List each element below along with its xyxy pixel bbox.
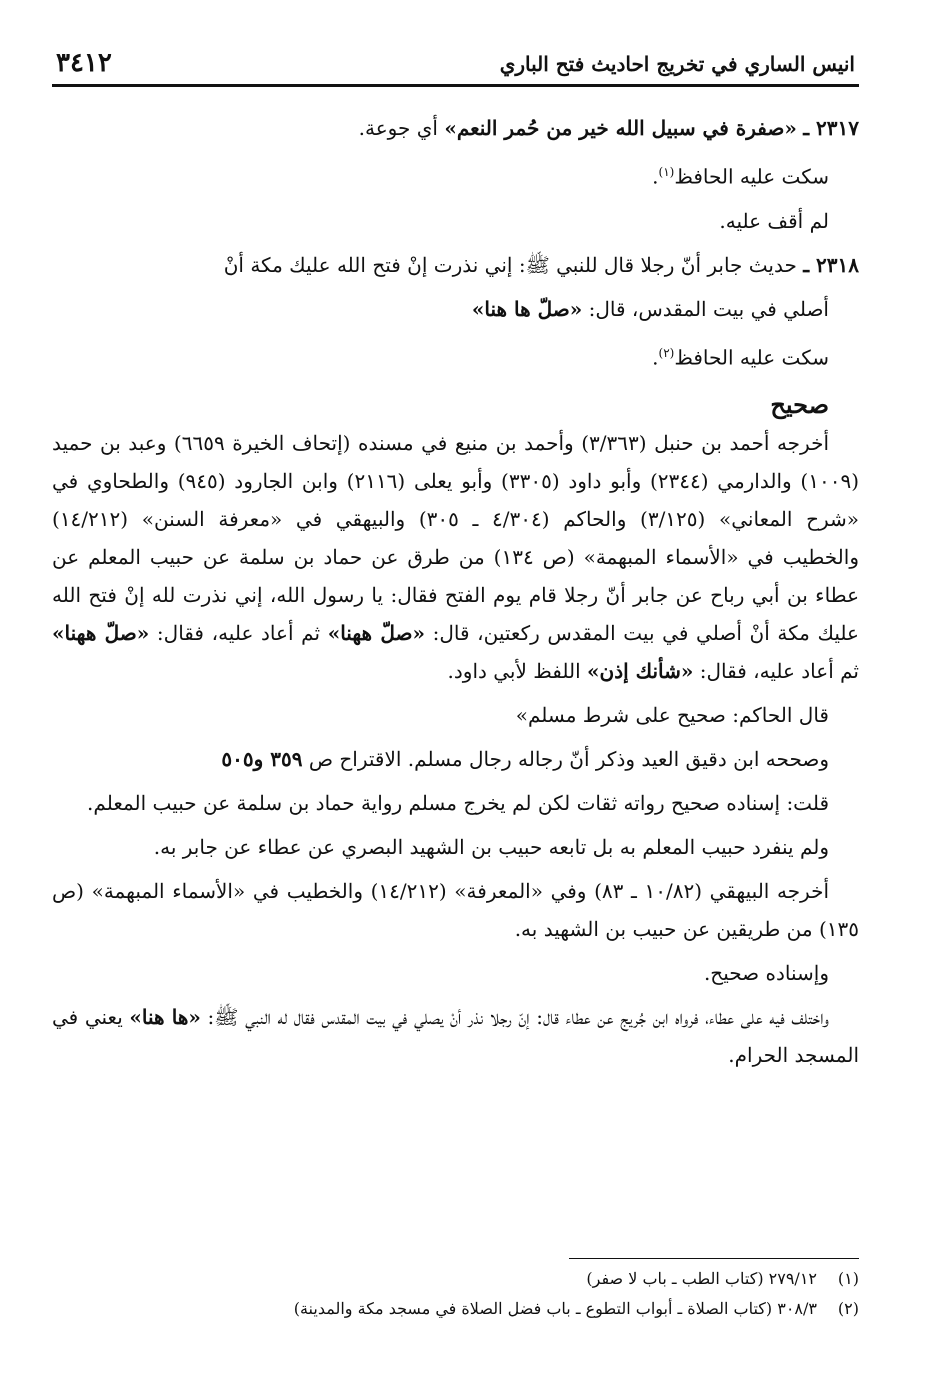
ibn-daqiq-note: وصححه ابن دقيق العيد وذكر أنّ رجاله رجال مسلم. الاقتراح ص ٣٥٩ و٥٠٥ — [221, 747, 829, 772]
disagreement-note: واختلف فيه على عطاء، فرواه ابن جُريج عن عطاء قال: إنّ رجلا نذر أنْ يصلي في بيت المقدس فقال له النبي ﷺ: «ها هنا» يعني في المسجد الحرام. — [52, 1005, 859, 1068]
silence-note: سكت عليه الحافظ$^{(٢)}$. — [652, 345, 829, 370]
footnote-ref: (٢) — [658, 345, 675, 360]
hadith-text-line1: حديث جابر أنّ رجلا قال للنبي ﷺ: إني نذرت إنْ فتح الله عليك مكة أنْ — [223, 252, 797, 277]
running-header — [52, 44, 859, 87]
hadith-number: ٢٣١٧ ـ — [803, 116, 859, 140]
footnote: (١)٢٧٩/١٢ (كتاب الطب ـ باب لا صفر) — [586, 1269, 859, 1288]
footnotes — [52, 1264, 859, 1324]
hadith-quote: «صفرة في سبيل الله خير من حُمر النعم» — [444, 116, 797, 140]
hadith-2317 — [52, 109, 859, 147]
bayhaqi-note: أخرجه البيهقي (١٠/٨٢ ـ ٨٣) وفي «المعرفة» (١٤/٢١٢) والخطيب في «الأسماء المبهمة» (ص ١٣٥) من طريقين عن حبيب بن الشهيد به. — [52, 879, 859, 942]
hadith-number: ٢٣١٨ ـ — [803, 252, 859, 277]
author-comment: قلت: إسناده صحيح رواته ثقات لكن لم يخرج مسلم رواية حماد بن سلمة عن حبيب المعلم. — [87, 791, 829, 816]
footnote-ref: (١) — [658, 165, 675, 179]
hadith-quote: «صلّ ها هنا» — [471, 296, 583, 321]
hadith-2318 — [52, 246, 859, 284]
hadith-text-line2: أصلي في بيت المقدس، قال: «صلّ ها هنا» — [471, 296, 829, 321]
footnote: (٢)٣٠٨/٣ (كتاب الصلاة ـ أبواب التطوع ـ باب فضل الصلاة في مسجد مكة والمدينة) — [293, 1299, 859, 1318]
follow-up-note: ولم ينفرد حبيب المعلم به بل تابعه حبيب بن الشهيد البصري عن عطاء عن جابر به. — [153, 835, 829, 860]
page-number: ٣٤١٢ — [56, 48, 112, 78]
silence-note: سكت عليه الحافظ$^{(١)}$. — [652, 164, 829, 189]
book-title: انيس الساري في تخريج احاديث فتح الباري — [499, 52, 855, 76]
hakim-note: قال الحاكم: صحيح على شرط مسلم» — [515, 703, 829, 728]
footnote-separator — [569, 1258, 859, 1259]
main-text — [52, 109, 859, 1074]
not-found-note: لم أقف عليه. — [719, 208, 829, 233]
isnad-grade: وإسناده صحيح. — [703, 961, 829, 986]
grade-heading: صحيح — [770, 390, 829, 420]
takhrij-paragraph: أخرجه أحمد بن حنبل (٣/٣٦٣) وأحمد بن منيع في مسنده (إتحاف الخيرة ٦٦٥٩) وعبد بن حميد (١٠٠٩) والدارمي (٢٣٤٤) وأبو داود (٣٣٠٥) وأبو يعلى (٢١١٦) وابن الجارود (٩٤٥) والطحاوي في «شرح المعاني» (٣/١٢٥) والحاكم (٤/٣٠٤ ـ ٣٠٥) والبيهقي في «معرفة السنن» (١٤/٢١٢) والخطيب في «الأسماء المبهمة» (ص ١٣٤) من طرق عن حماد بن سلمة عن حبيب المعلم عن عطاء بن أبي رباح عن جابر أنّ رجلا قام يوم الفتح فقال: يا رسول الله، إني نذرت لله إنْ فتح الله عليك مكة أنْ أصلي في بيت المقدس ركعتين، قال: «صلّ ههنا» ثم أعاد عليه، فقال: «صلّ ههنا» ثم أعاد عليه، فقال: «شأنك إذن» اللفظ لأبي داود. — [52, 431, 860, 684]
hadith-gloss: أي جوعة. — [358, 116, 445, 140]
